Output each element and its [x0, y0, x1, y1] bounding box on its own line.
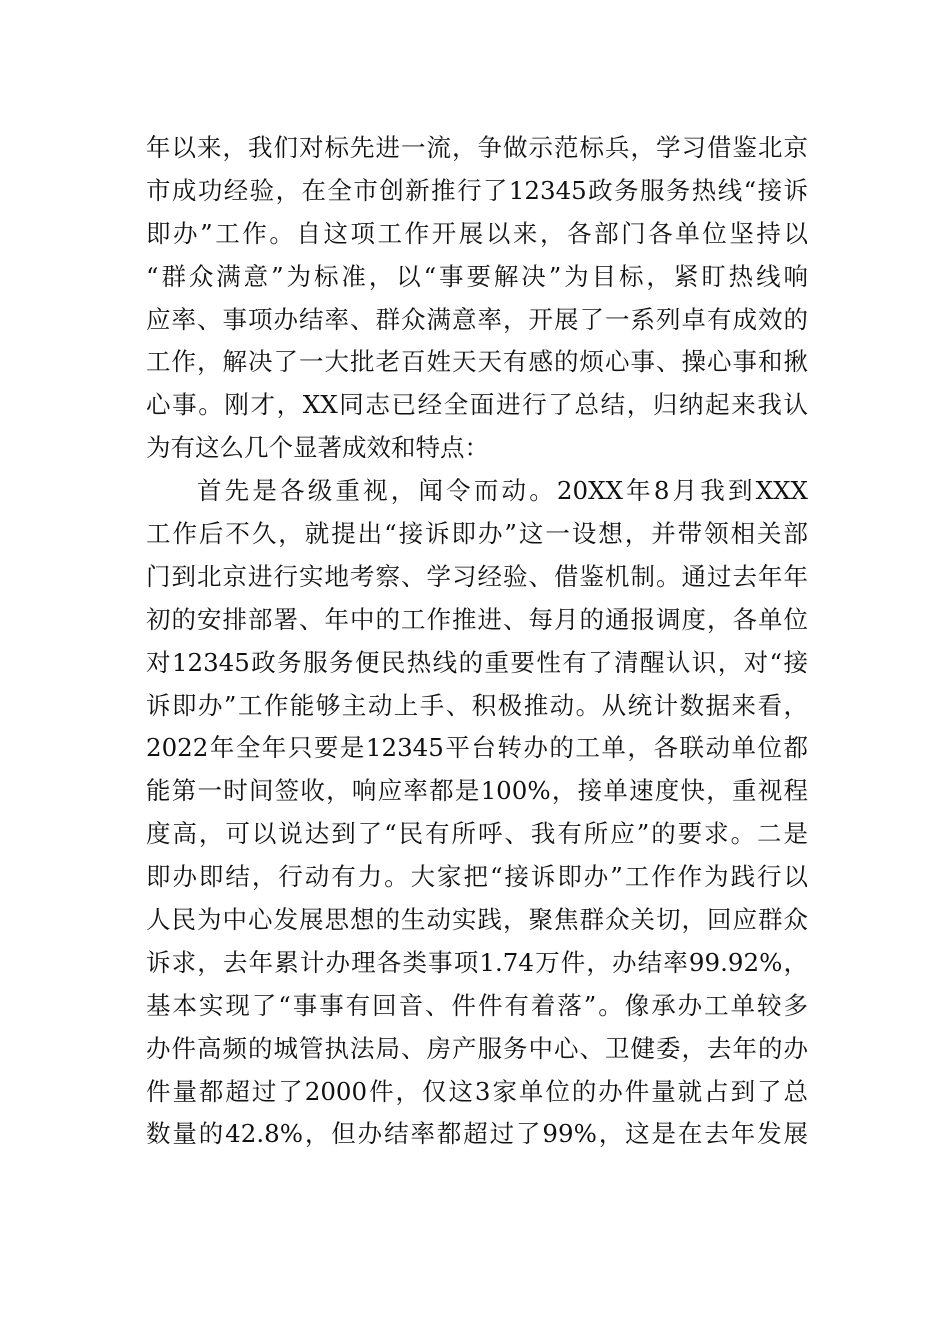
- paragraph-line: 即办”工作。自这项工作开展以来，各部门各单位坚持以: [146, 218, 808, 248]
- paragraph-line: 度高，可以说达到了“民有所呼、我有所应”的要求。二是: [146, 819, 808, 849]
- paragraph-line: 件量都超过了2000件，仅这3家单位的办件量就占到了总: [146, 1076, 808, 1106]
- paragraph-line: 基本实现了“事事有回音、件件有着落”。像承办工单较多: [146, 990, 808, 1020]
- paragraph-2: [146, 470, 808, 1156]
- paragraph-1: [146, 127, 808, 470]
- paragraph-line: 工作后不久，就提出“接诉即办”这一设想，并带领相关部: [146, 519, 808, 549]
- paragraph-line: 门到北京进行实地考察、学习经验、借鉴机制。通过去年年: [146, 561, 808, 591]
- paragraph-line: 数量的42.8%，但办结率都超过了99%，这是在去年发展: [146, 1119, 808, 1149]
- paragraph-line: 对12345政务服务便民热线的重要性有了清醒认识，对“接: [146, 647, 808, 677]
- document-body: [146, 127, 808, 1156]
- paragraph-first-line: 首先是各级重视，闻令而动。20XX年8月我到XXX: [197, 476, 808, 506]
- paragraph-line: 诉即办”工作能够主动上手、积极推动。从统计数据来看，: [146, 690, 808, 720]
- paragraph-line: 心事。刚才，XX同志已经全面进行了总结，归纳起来我认: [146, 390, 808, 420]
- paragraph-line: 市成功经验，在全市创新推行了12345政务服务热线“接诉: [146, 175, 808, 205]
- paragraph-line: 办件高频的城管执法局、房产服务中心、卫健委，去年的办: [146, 1033, 808, 1063]
- paragraph-line: 初的安排部署、年中的工作推进、每月的通报调度，各单位: [146, 604, 808, 634]
- paragraph-line: 应率、事项办结率、群众满意率，开展了一系列卓有成效的: [146, 304, 808, 334]
- paragraph-line: 诉求，去年累计办理各类事项1.74万件，办结率99.92%，: [146, 947, 808, 977]
- paragraph-line: 能第一时间签收，响应率都是100%，接单速度快，重视程: [146, 776, 808, 806]
- paragraph-line: “群众满意”为标准，以“事要解决”为目标，紧盯热线响: [146, 261, 808, 291]
- paragraph-line: 为有这么几个显著成效和特点：: [146, 433, 489, 463]
- paragraph-line: 工作，解决了一大批老百姓天天有感的烦心事、操心事和揪: [146, 347, 808, 377]
- paragraph-line: 2022年全年只要是12345平台转办的工单，各联动单位都: [146, 733, 808, 763]
- paragraph-line: 人民为中心发展思想的生动实践，聚焦群众关切，回应群众: [146, 905, 808, 935]
- paragraph-line: 即办即结，行动有力。大家把“接诉即办”工作作为践行以: [146, 862, 808, 892]
- paragraph-line: 年以来，我们对标先进一流，争做示范标兵，学习借鉴北京: [146, 133, 808, 162]
